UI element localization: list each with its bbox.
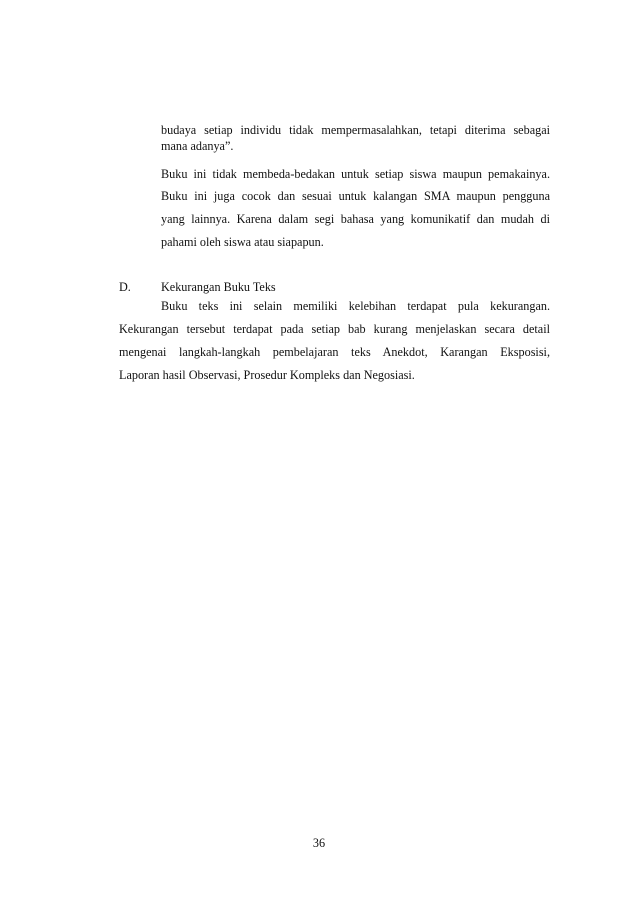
section-heading: Kekurangan Buku Teks (161, 280, 276, 294)
paragraph-1-line-2: Buku ini juga cocok dan sesuai untuk kalangan SMA maupun pengguna (161, 189, 550, 203)
section-d-line-2: Kekurangan tersebut terdapat pada setiap bab kurang menjelaskan secara detail (119, 322, 550, 336)
paragraph-1-line-4: pahami oleh siswa atau siapapun. (161, 235, 324, 249)
quote-line-2: mana adanya”. (161, 139, 234, 153)
section-d-line-4: Laporan hasil Observasi, Prosedur Kompleks dan Negosiasi. (119, 368, 415, 382)
section-d-line-1: Buku teks ini selain memiliki kelebihan terdapat pula kekurangan. (161, 299, 550, 313)
paragraph-1-line-1: Buku ini tidak membeda-bedakan untuk setiap siswa maupun pemakainya. (161, 167, 550, 181)
section-d-line-3: mengenai langkah-langkah pembelajaran teks Anekdot, Karangan Eksposisi, (119, 345, 550, 359)
quote-line-1: budaya setiap individu tidak mempermasalahkan, tetapi diterima sebagai (161, 123, 550, 137)
section-label: D. (119, 280, 131, 294)
paragraph-1-line-3: yang lainnya. Karena dalam segi bahasa yang komunikatif dan mudah di (161, 212, 550, 226)
page-number: 36 (312, 836, 326, 850)
